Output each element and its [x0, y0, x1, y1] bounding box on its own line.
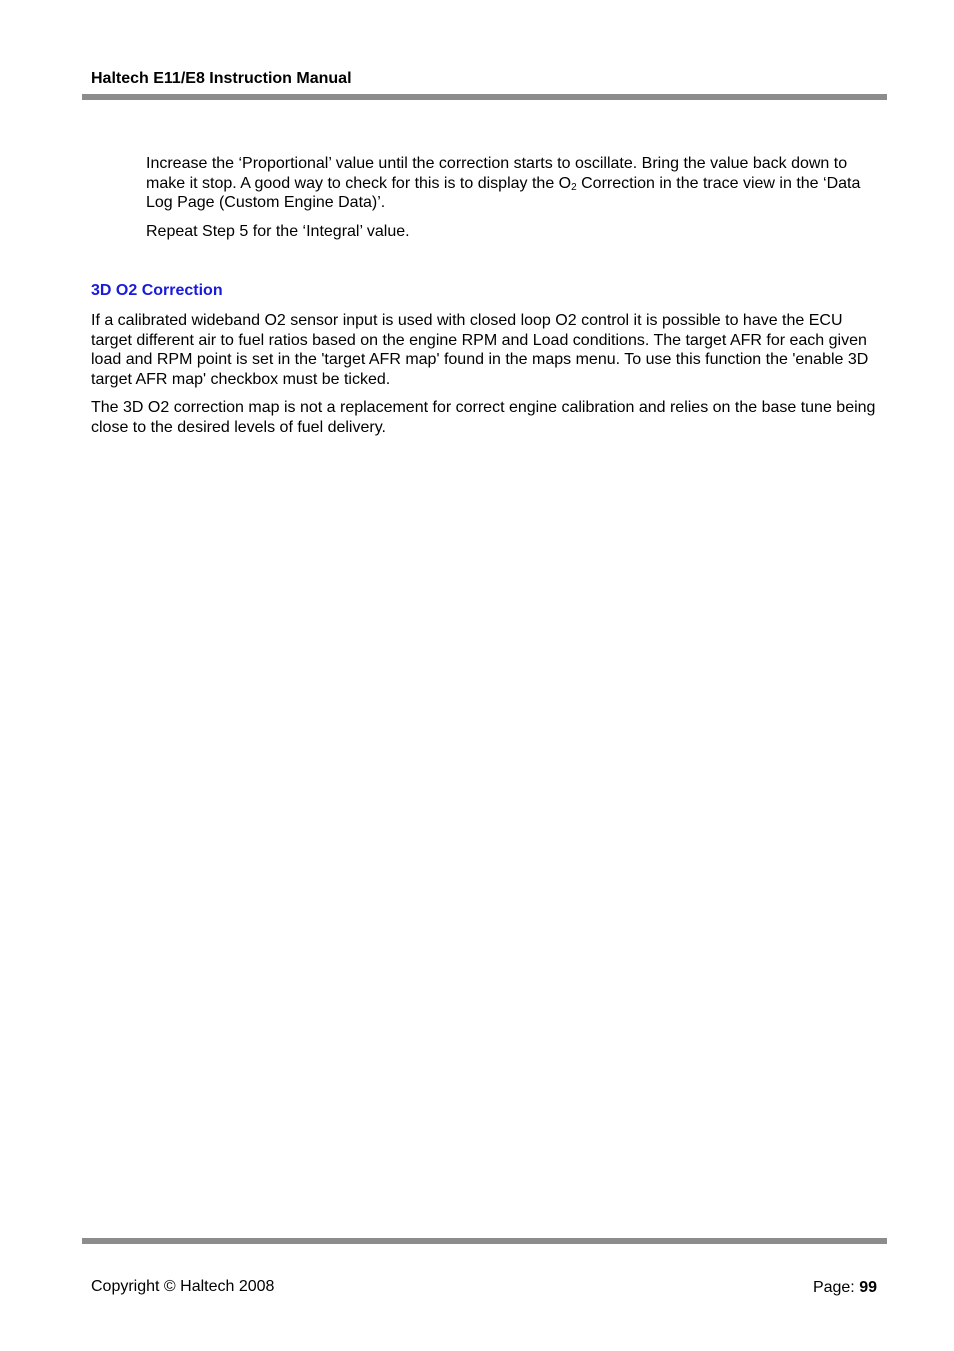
indented-steps: [146, 154, 886, 250]
section-3d-o2-correction: [91, 281, 887, 447]
step-paragraph: [146, 154, 886, 213]
footer-rule: [82, 1238, 887, 1244]
step-text-continued: Correction in the trace view in the ‘Data Log Page (Custom Engine Data)’.: [146, 174, 861, 212]
running-header-title: Haltech E11/E8 Instruction Manual: [91, 70, 352, 87]
page-number: 99: [859, 1279, 877, 1296]
body-paragraph: The 3D O2 correction map is not a replacement for correct engine calibration and relies on the base tune being close to the desired levels of fuel delivery.: [91, 399, 876, 436]
footer-copyright: Copyright © Haltech 2008: [91, 1278, 275, 1295]
step-text: Increase the ‘Proportional’ value until the correction starts to oscillate. Bring the value back down to make it stop. A good way to check for this is to display the O: [146, 155, 848, 192]
footer-page-number: [813, 1278, 877, 1298]
body-paragraph: If a calibrated wideband O2 sensor input is used with closed loop O2 control it is possible to have the ECU target different air to fuel ratios based on the engine RPM and Load conditions. The target AFR for each given load and RPM point is set in the 'target AFR map' found in the maps menu. To use this function the 'enable 3D target AFR map' checkbox must be ticked.: [91, 312, 869, 388]
subscript-2: 2: [571, 181, 577, 193]
header-rule: [82, 94, 887, 100]
page-label: Page:: [812, 1279, 860, 1296]
section-heading: 3D O2 Correction: [91, 282, 223, 299]
step-paragraph: Repeat Step 5 for the ‘Integral’ value.: [146, 222, 410, 240]
